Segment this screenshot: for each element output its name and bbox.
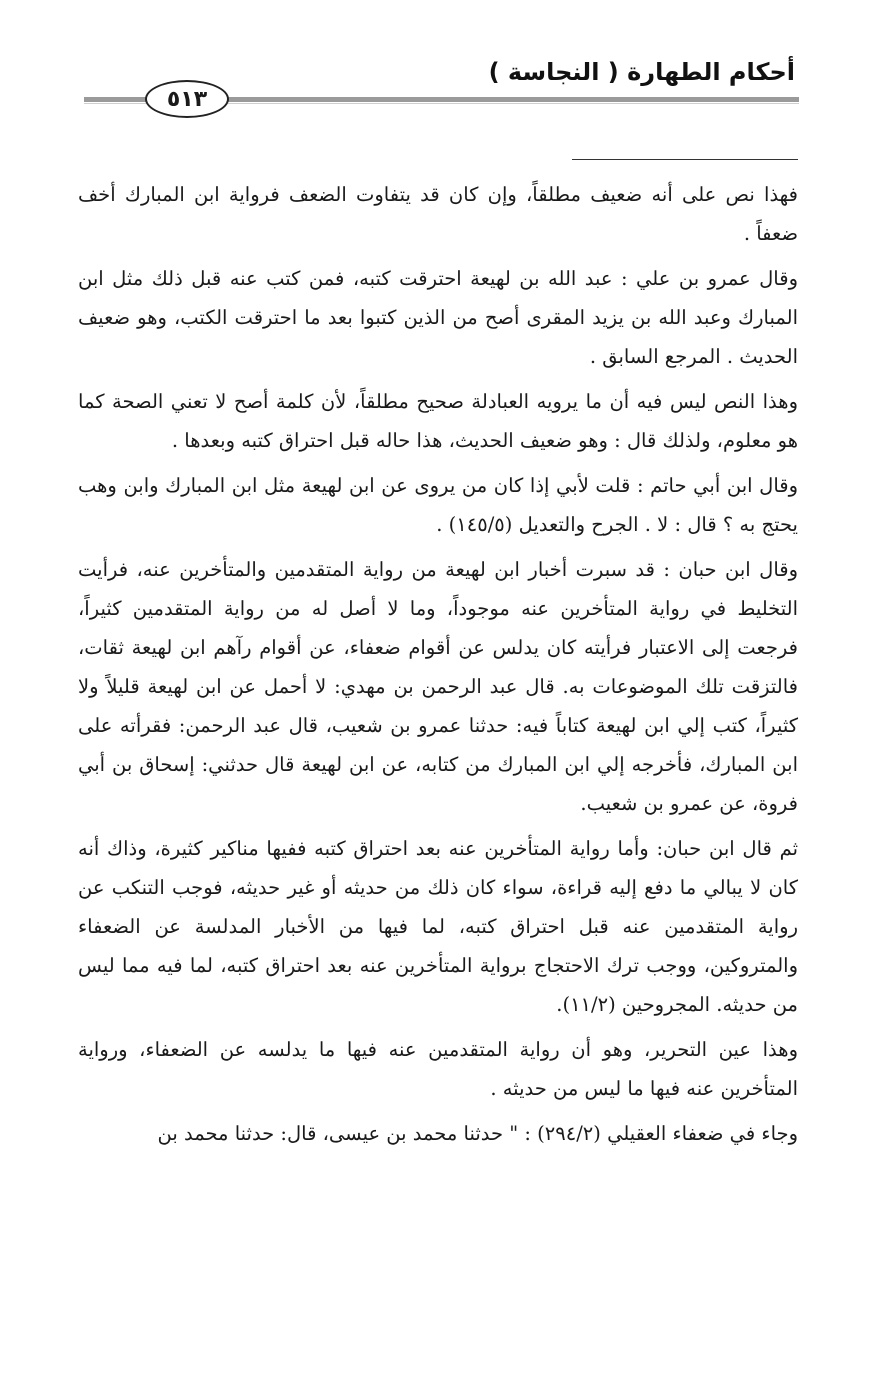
body-text	[78, 175, 798, 1159]
paragraph: وهذا النص ليس فيه أن ما يرويه العبادلة صحيح مطلقاً، لأن كلمة أصح لا تعني الصحة كما هو معلوم، ولذلك قال : وهو ضعيف الحديث، هذا حاله قبل احتراق كتبه وبعدها .	[78, 390, 798, 452]
paragraph: وقال ابن أبي حاتم : قلت لأبي إذا كان من يروى عن ابن لهيعة مثل ابن المبارك وابن وهب يحتج به ؟ قال : لا . الجرح والتعديل (١٤٥/٥) .	[78, 474, 798, 536]
paragraph: وهذا عين التحرير، وهو أن رواية المتقدمين عنه فيها ما يدلسه عن الضعفاء، ورواية المتأخرين عنه فيها ما ليس من حديثه .	[78, 1038, 798, 1100]
header-rule-right	[222, 97, 799, 102]
paragraph: وجاء في ضعفاء العقيلي (٢٩٤/٢) : " حدثنا محمد بن عيسى، قال: حدثنا محمد بن	[157, 1122, 798, 1145]
running-title: أحكام الطهارة ( النجاسة )	[488, 58, 795, 86]
footnote-separator	[572, 159, 798, 160]
paragraph: ثم قال ابن حبان: وأما رواية المتأخرين عنه بعد احتراق كتبه ففيها مناكير كثيرة، وذاك أنه كان لا يبالي ما دفع إليه قراءة، سواء كان ذلك من حديثه أو غير حديثه، فوجب التنكب عن رواية المتقدمين عنه قبل احتراق كتبه، لما فيها من الأخبار المدلسة عن الضعفاء والمتروكين، ووجب ترك الاحتجاج برواية المتأخرين عنه بعد احتراق كتبه، لما فيه مما ليس من حديثه. المجروحين (١١/٢).	[78, 837, 798, 1016]
header-rule-left	[84, 97, 149, 102]
page-header	[0, 0, 873, 125]
paragraph: وقال ابن حبان : قد سبرت أخبار ابن لهيعة من رواية المتقدمين والمتأخرين عنه، فرأيت التخليط في رواية المتأخرين عنه موجوداً، وما لا أصل له من رواية المتقدمين كثيراً، فرجعت إلى الاعتبار فرأيته كان يدلس عن أقوام ضعفاء، عن أقوام رآهم ابن لهيعة ثقات، فالتزقت تلك الموضوعات به. قال عبد الرحمن بن مهدي: لا أحمل عن ابن لهيعة قليلاً ولا كثيراً، كتب إلي ابن لهيعة كتاباً فيه: حدثنا عمرو بن شعيب، قال عبد الرحمن: فقرأته على ابن المبارك، فأخرجه إلي ابن المبارك من كتابه، عن ابن لهيعة قال حدثني: إسحاق بن أبي فروة، عن عمرو بن شعيب.	[78, 558, 798, 815]
paragraph: وقال عمرو بن علي : عبد الله بن لهيعة احترقت كتبه، فمن كتب عنه قبل ذلك مثل ابن المبارك وعبد الله بن يزيد المقرى أصح من الذين كتبوا بعد ما احترقت الكتب، وهو ضعيف الحديث . المرجع السابق .	[78, 267, 798, 368]
page-number: ٥١٣	[145, 80, 229, 118]
paragraph: فهذا نص على أنه ضعيف مطلقاً، وإن كان قد يتفاوت الضعف فرواية ابن المبارك أخف ضعفاً .	[78, 183, 798, 245]
